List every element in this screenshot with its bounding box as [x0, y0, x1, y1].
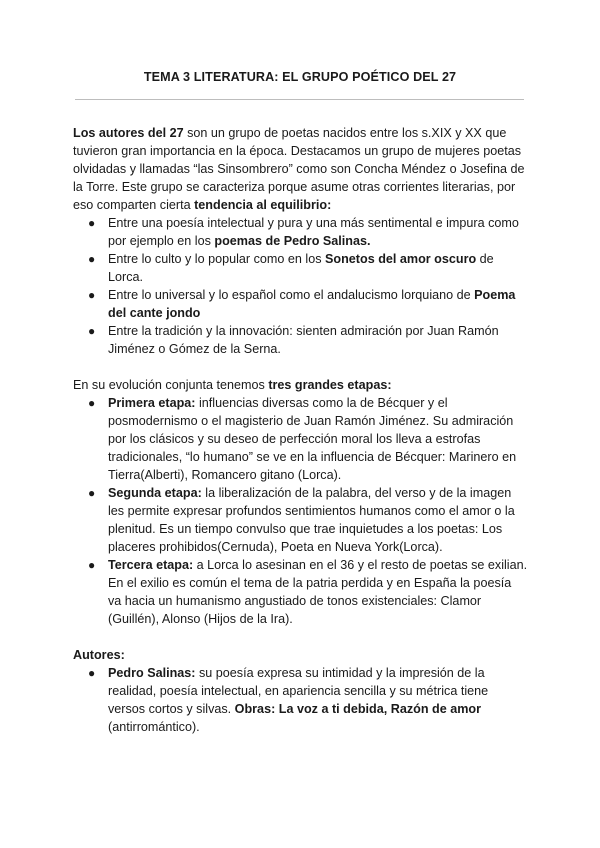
- spacer: [73, 358, 528, 376]
- etapa-text: a Lorca lo asesinan en el 36 y el resto de poetas se exilian. En el exilio es común el tema de la patria perdida y en España la poesía va hacia un humanismo angustiado de tonos existenciales: Clamor (Guillén), Alonso (Hijos de la Ira).: [108, 558, 528, 626]
- etapa-text: influencias diversas como la de Bécquer y el posmodernismo o el magisterio de Juan Ramón Jiménez. Su admiración por los clásicos y su deseo de perfección moral los lleva a estrofas tradicionales, “lo humano” se ve en la influencia de Bécquer: Marinero en Tierra(Alberti), Romancero gitano (Lorca).: [108, 396, 517, 482]
- horizontal-divider: [75, 99, 524, 100]
- etapa-label: Primera etapa:: [108, 396, 196, 410]
- list-item: [73, 664, 528, 736]
- bullet-icon: ●: [88, 324, 96, 338]
- list-item: [73, 484, 528, 556]
- etapa-label: Tercera etapa:: [108, 558, 194, 572]
- list-item-bold: Sonetos del amor oscuro: [325, 252, 477, 266]
- equilibrio-list: [73, 214, 528, 358]
- etapas-intro-bold: tres grandes etapas:: [268, 378, 392, 392]
- intro-lead: Los autores del 27: [73, 126, 184, 140]
- autor-after: (antirromántico).: [108, 720, 200, 734]
- list-item: [73, 394, 528, 484]
- bullet-icon: ●: [88, 216, 96, 230]
- list-item: [73, 322, 528, 358]
- intro-paragraph: [73, 124, 528, 214]
- list-item-text: Entre lo culto y lo popular como en los: [108, 252, 326, 266]
- document-body: [73, 124, 528, 736]
- autores-list: [73, 664, 528, 736]
- bullet-icon: ●: [88, 396, 96, 410]
- bullet-icon: ●: [88, 252, 96, 266]
- list-item: [73, 556, 528, 628]
- list-item: [73, 214, 528, 250]
- etapas-intro-paragraph: [73, 376, 528, 394]
- page-title: TEMA 3 LITERATURA: EL GRUPO POÉTICO DEL 27: [143, 70, 457, 84]
- bullet-icon: ●: [88, 558, 96, 572]
- intro-text: son un grupo de poetas nacidos entre los s.XIX y XX que tuvieron gran importancia en la época. Destacamos un grupo de mujeres poetas olvidadas y llamadas “las Sinsombrero” como son Concha Méndez o Josefina de la Torre. Este grupo se caracteriza porque asume otras corrientes literarias, por eso comparten cierta: [73, 126, 525, 212]
- bullet-icon: ●: [88, 288, 96, 302]
- list-item-text: Entre una poesía intelectual y pura y una más sentimental e impura como por ejemplo en los: [108, 216, 519, 248]
- autores-heading-text: Autores:: [73, 648, 125, 662]
- list-item-bold: Poema del cante jondo: [108, 288, 516, 320]
- list-item: [73, 250, 528, 286]
- autor-text: su poesía expresa su intimidad y la impresión de la realidad, poesía intelectual, en apariencia sencilla y su métrica tiene versos cortos y silvas.: [108, 666, 489, 716]
- list-item: [73, 286, 528, 322]
- autor-label: Pedro Salinas:: [108, 666, 196, 680]
- autores-heading: [73, 646, 528, 664]
- list-item-after: de Lorca.: [108, 252, 494, 284]
- bullet-icon: ●: [88, 666, 96, 680]
- autor-obras: Obras: La voz a ti debida, Razón de amor: [234, 702, 482, 716]
- etapa-label: Segunda etapa:: [108, 486, 202, 500]
- etapas-intro-text: En su evolución conjunta tenemos: [73, 378, 269, 392]
- etapa-text: la liberalización de la palabra, del verso y de la imagen les permite expresar profundos sentimientos humanos como el amor o la plenitud. Es un tiempo convulso que trae inquietudes a los poetas: Los placeres prohibidos(Cernuda), Poeta en Nueva York(Lorca).: [108, 486, 515, 554]
- bullet-icon: ●: [88, 486, 96, 500]
- intro-tail: tendencia al equilibrio:: [194, 198, 332, 212]
- list-item-text: Entre la tradición y la innovación: sienten admiración por Juan Ramón Jiménez o Gómez de la Serna.: [108, 324, 499, 356]
- list-item-text: Entre lo universal y lo español como el andalucismo lorquiano de: [108, 288, 475, 302]
- spacer: [73, 628, 528, 646]
- list-item-bold: poemas de Pedro Salinas.: [214, 234, 371, 248]
- etapas-list: [73, 394, 528, 628]
